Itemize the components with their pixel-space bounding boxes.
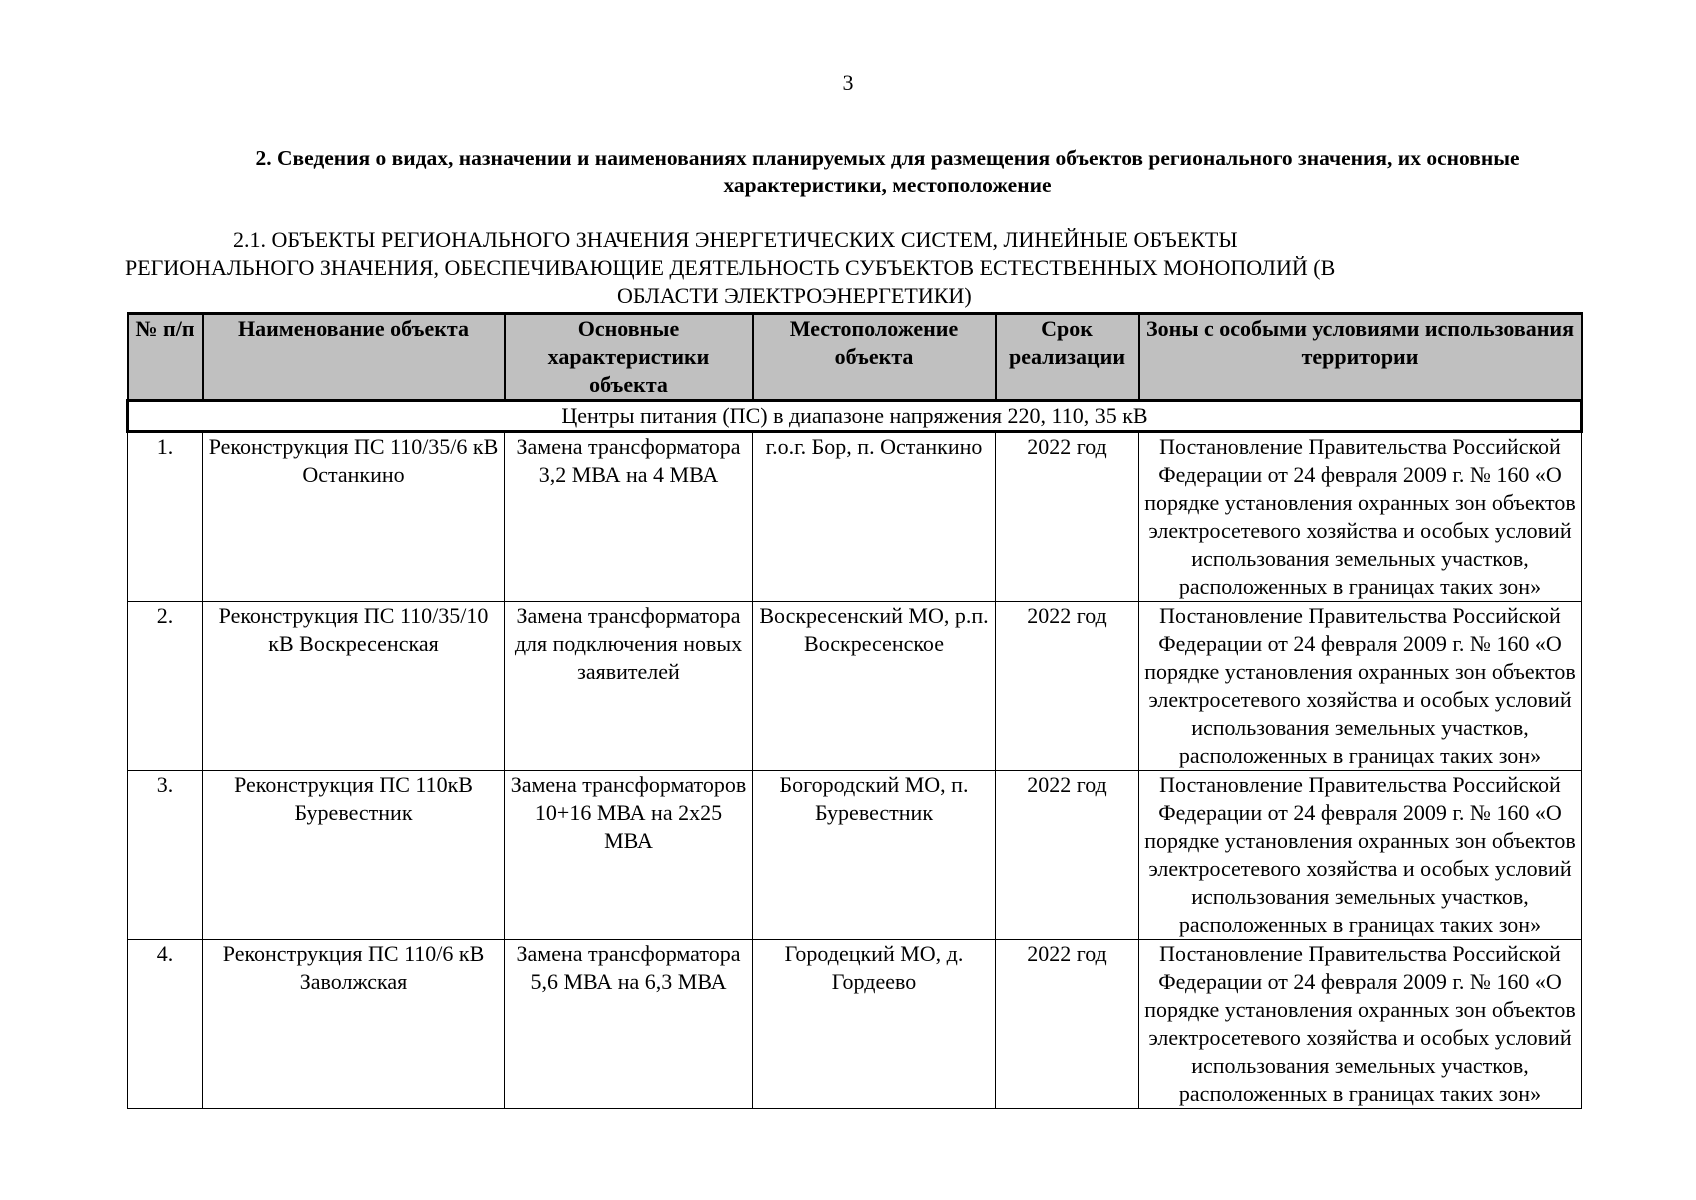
cell-characteristics: Замена трансформатора 5,6 МВА на 6,3 МВА bbox=[505, 940, 753, 1109]
cell-term: 2022 год bbox=[996, 771, 1139, 940]
cell-location: Богородский МО, п. Буревестник bbox=[753, 771, 996, 940]
subsection-title-line-1: 2.1. ОБЪЕКТЫ РЕГИОНАЛЬНОГО ЗНАЧЕНИЯ ЭНЕРГЕТИЧЕСКИХ СИСТЕМ, ЛИНЕЙНЫЕ ОБЪЕКТЫ bbox=[233, 227, 1238, 252]
table-row bbox=[128, 771, 1582, 940]
cell-zones: Постановление Правительства Российской Федерации от 24 февраля 2009 г. № 160 «О порядке установления охранных зон объектов электросетевого хозяйства и особых условий использования земельных участков, расположенных в границах таких зон» bbox=[1139, 432, 1582, 602]
cell-num: 4. bbox=[128, 940, 203, 1109]
subsection-title-line-3: ОБЛАСТИ ЭЛЕКТРОЭНЕРГЕТИКИ) bbox=[617, 283, 972, 308]
subsection-title bbox=[120, 226, 1520, 310]
header-term: Срок реализации bbox=[996, 314, 1139, 401]
header-characteristics: Основные характеристики объекта bbox=[505, 314, 753, 401]
cell-name: Реконструкция ПС 110/35/6 кВ Останкино bbox=[203, 432, 505, 602]
section-title: 2. Сведения о видах, назначении и наименованиях планируемых для размещения объектов регионального значения, их основные характеристики, местоположение bbox=[255, 146, 1520, 197]
header-name: Наименование объекта bbox=[203, 314, 505, 401]
table-header-row bbox=[128, 314, 1582, 401]
cell-term: 2022 год bbox=[996, 432, 1139, 602]
cell-location: Городецкий МО, д. Гордеево bbox=[753, 940, 996, 1109]
cell-term: 2022 год bbox=[996, 602, 1139, 771]
header-location: Местоположение объекта bbox=[753, 314, 996, 401]
header-zones: Зоны с особыми условиями использования территории bbox=[1139, 314, 1582, 401]
cell-num: 1. bbox=[128, 432, 203, 602]
cell-zones: Постановление Правительства Российской Федерации от 24 февраля 2009 г. № 160 «О порядке установления охранных зон объектов электросетевого хозяйства и особых условий использования земельных участков, расположенных в границах таких зон» bbox=[1139, 602, 1582, 771]
subsection-title-line-2: РЕГИОНАЛЬНОГО ЗНАЧЕНИЯ, ОБЕСПЕЧИВАЮЩИЕ ДЕЯТЕЛЬНОСТЬ СУБЪЕКТОВ ЕСТЕСТВЕННЫХ МОНОПОЛИЙ (В bbox=[125, 255, 1336, 280]
header-num: № п/п bbox=[128, 314, 203, 401]
cell-characteristics: Замена трансформаторов 10+16 МВА на 2х25 МВА bbox=[505, 771, 753, 940]
table-row bbox=[128, 432, 1582, 602]
cell-zones: Постановление Правительства Российской Федерации от 24 февраля 2009 г. № 160 «О порядке установления охранных зон объектов электросетевого хозяйства и особых условий использования земельных участков, расположенных в границах таких зон» bbox=[1139, 940, 1582, 1109]
cell-zones: Постановление Правительства Российской Федерации от 24 февраля 2009 г. № 160 «О порядке установления охранных зон объектов электросетевого хозяйства и особых условий использования земельных участков, расположенных в границах таких зон» bbox=[1139, 771, 1582, 940]
group-label: Центры питания (ПС) в диапазоне напряжения 220, 110, 35 кВ bbox=[128, 401, 1582, 432]
cell-term: 2022 год bbox=[996, 940, 1139, 1109]
cell-characteristics: Замена трансформатора для подключения новых заявителей bbox=[505, 602, 753, 771]
cell-num: 2. bbox=[128, 602, 203, 771]
cell-characteristics: Замена трансформатора 3,2 МВА на 4 МВА bbox=[505, 432, 753, 602]
objects-table bbox=[126, 312, 1583, 1109]
cell-name: Реконструкция ПС 110кВ Буревестник bbox=[203, 771, 505, 940]
table-row bbox=[128, 602, 1582, 771]
group-row bbox=[128, 401, 1582, 432]
cell-name: Реконструкция ПС 110/35/10 кВ Воскресенская bbox=[203, 602, 505, 771]
cell-location: Воскресенский МО, р.п. Воскресенское bbox=[753, 602, 996, 771]
cell-name: Реконструкция ПС 110/6 кВ Заволжская bbox=[203, 940, 505, 1109]
table-row bbox=[128, 940, 1582, 1109]
page-number: 3 bbox=[842, 70, 854, 95]
cell-location: г.о.г. Бор, п. Останкино bbox=[753, 432, 996, 602]
cell-num: 3. bbox=[128, 771, 203, 940]
